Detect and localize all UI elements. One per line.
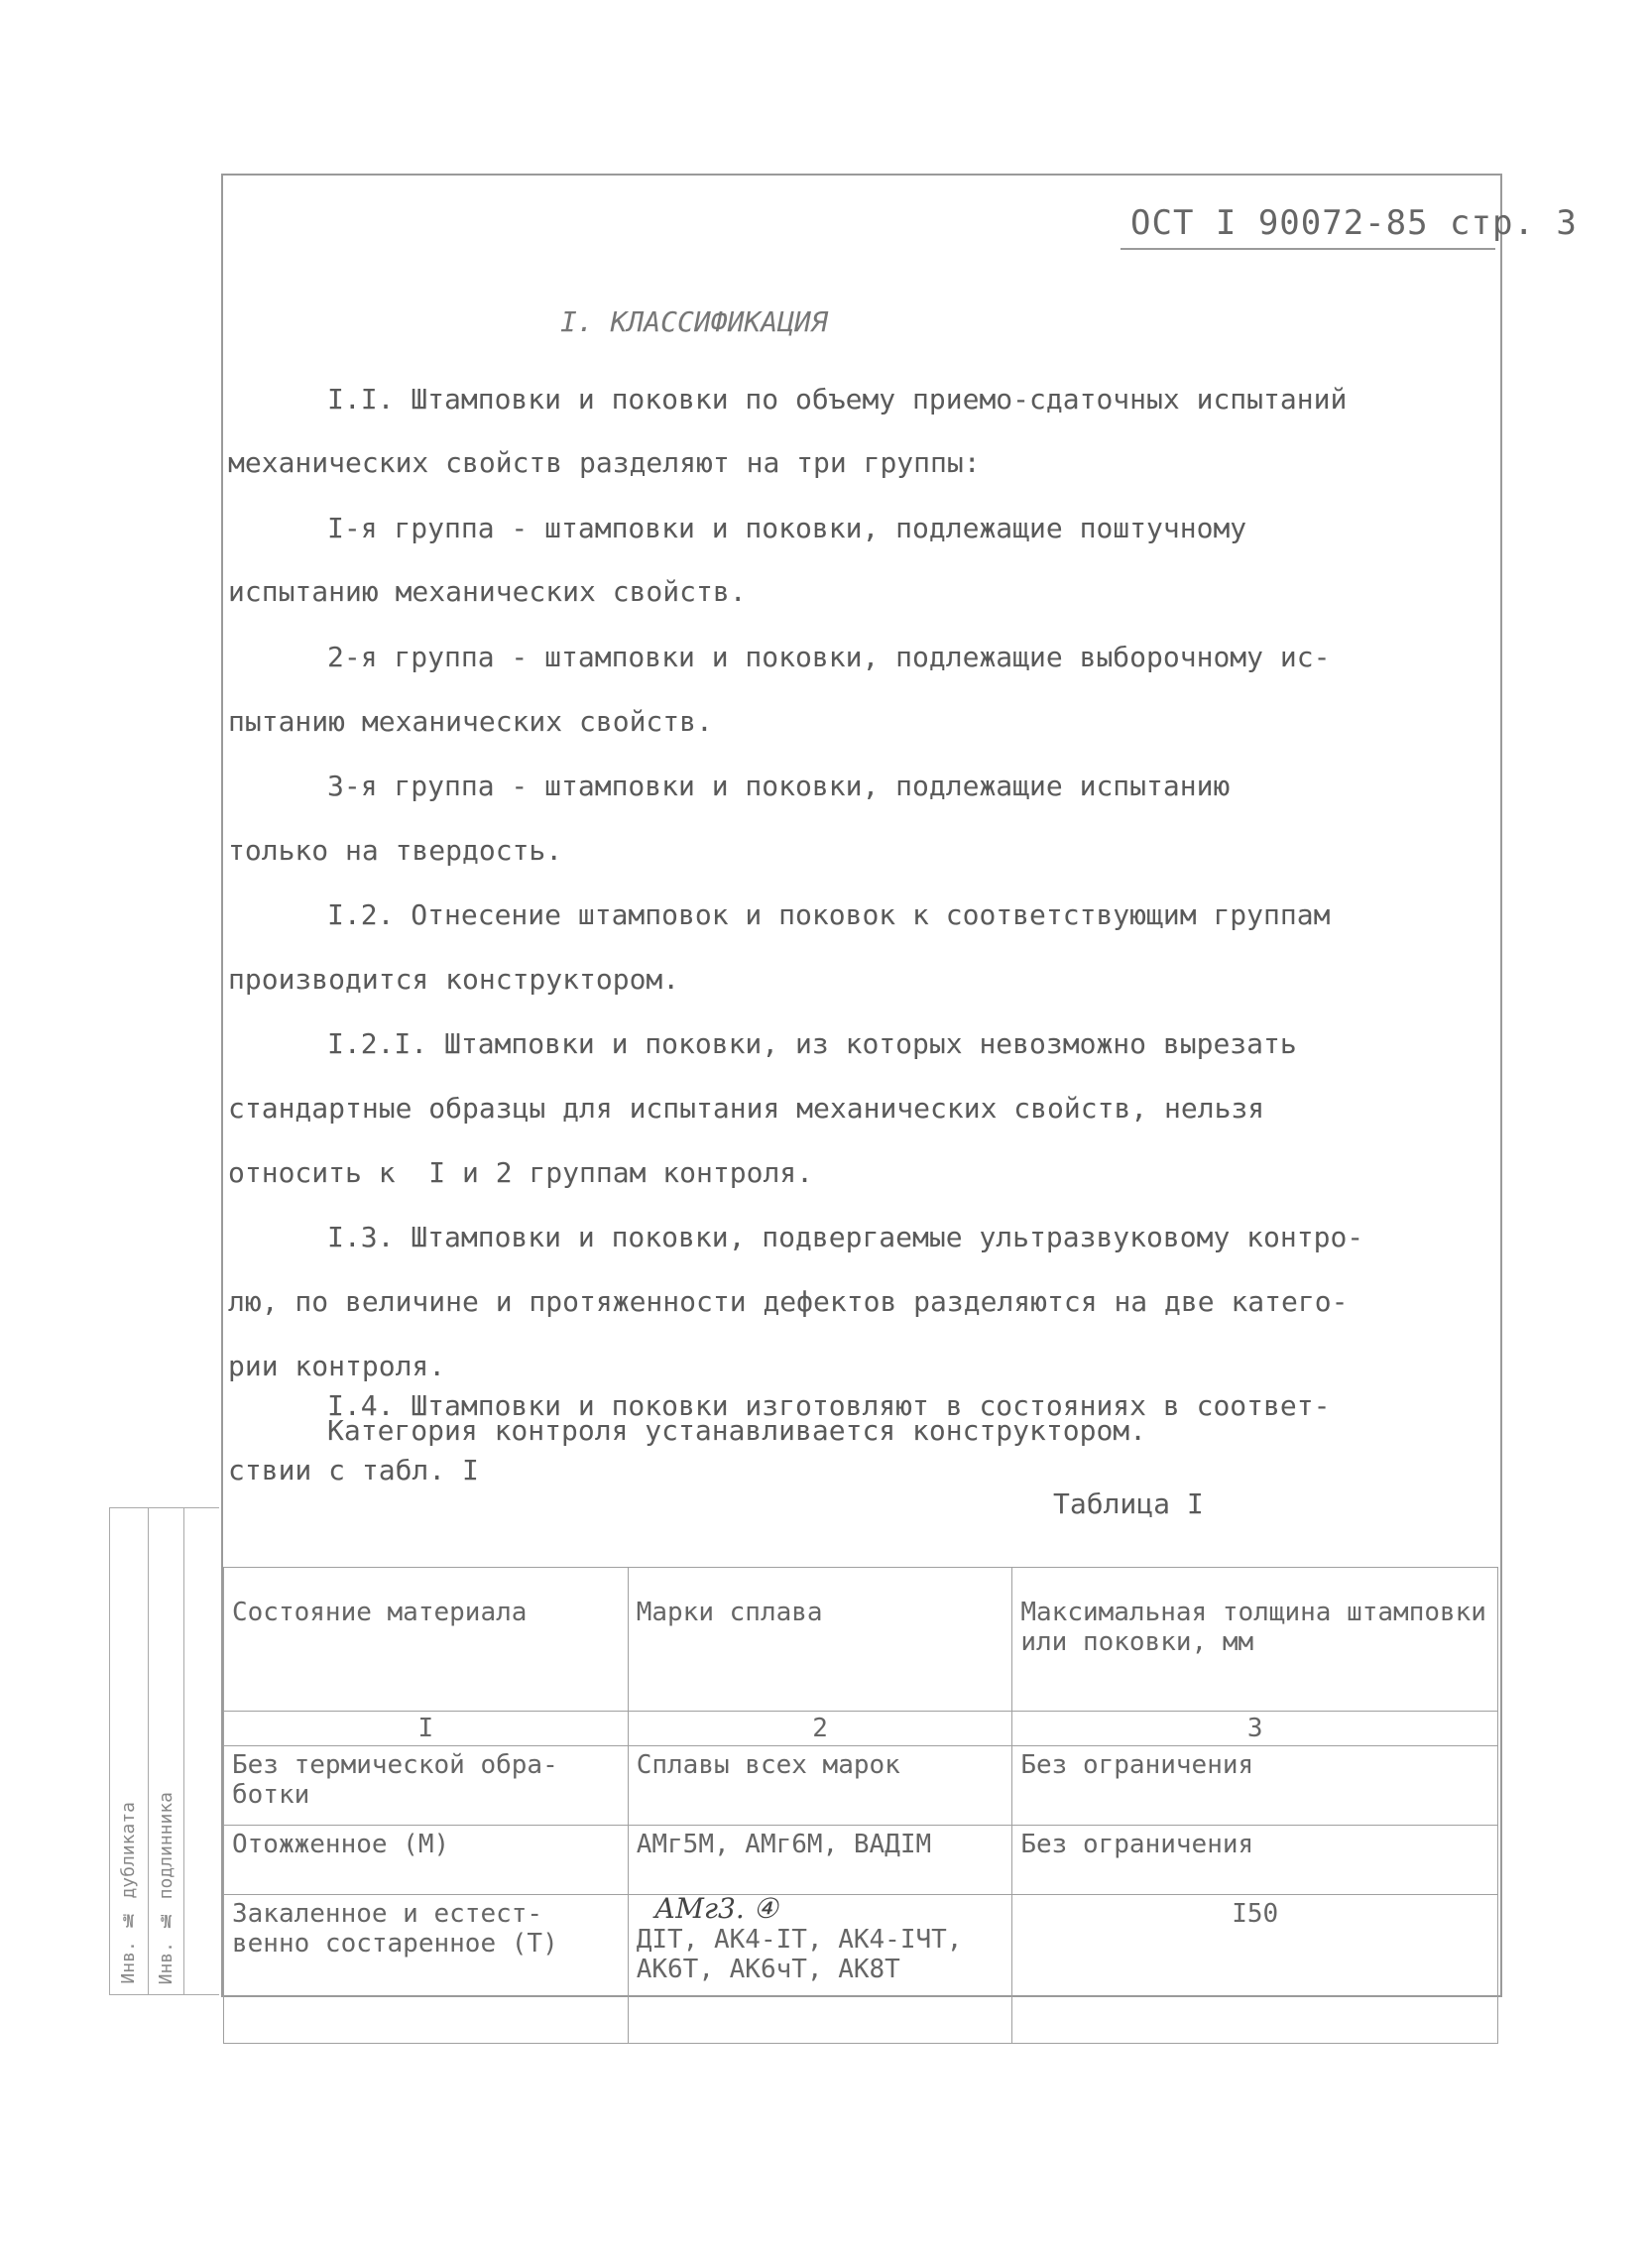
document-code: ОСТ I 90072-85 стр. 3 [1130, 203, 1578, 243]
table-cell: АМг5М, АМг6М, ВАДIМ [628, 1826, 1012, 1895]
paragraph-line: пытанию механических свойств. [228, 705, 713, 738]
column-number: 2 [628, 1712, 1012, 1746]
materials-table [223, 1567, 1498, 2044]
table-cell: Закаленное и естест- венно состаренное (Т) [224, 1895, 629, 2044]
paragraph-line: I.3. Штамповки и поковки, подвергаемые ультразвуковому контро- [327, 1221, 1364, 1253]
column-number: I [224, 1712, 629, 1746]
section-title: I. КЛАССИФИКАЦИЯ [560, 305, 828, 338]
table-header-cell: Максимальная толщина штамповки или поковки, мм [1012, 1568, 1498, 1712]
paragraph-line: лю, по величине и протяженности дефектов разделяются на две катего- [228, 1285, 1349, 1318]
table-cell: Без ограничения [1012, 1826, 1498, 1895]
side-stamp [109, 1507, 219, 1995]
paragraph-line: 3-я группа - штамповки и поковки, подлежащие испытанию [327, 770, 1231, 802]
paragraph-line: Категория контроля устанавливается конструктором. [327, 1414, 1147, 1447]
table-header-row [224, 1568, 1498, 1712]
paragraph-line: I.I. Штамповки и поковки по объему приемо-сдаточных испытаний [327, 383, 1348, 416]
paragraph-line: I.4. Штамповки и поковки изготовляют в состояниях в соответ- [327, 1389, 1331, 1422]
paragraph-line: производится конструктором. [228, 963, 680, 996]
paragraph-line: рии контроля. [228, 1350, 446, 1382]
table-cell: Без термической обра- ботки [224, 1746, 629, 1826]
table-title: Таблица I [1053, 1487, 1204, 1520]
table-cell: Отожженное (М) [224, 1826, 629, 1895]
paragraph-line: механических свойств разделяют на три группы: [228, 446, 981, 479]
stamp-label: Инв. № подлинника [156, 1791, 177, 1984]
table-cell: Сплавы всех марок [628, 1746, 1012, 1826]
paragraph-line: I.2.I. Штамповки и поковки, из которых невозможно вырезать [327, 1027, 1297, 1060]
paragraph-line: I.2. Отнесение штамповок и поковок к соответствующим группам [327, 898, 1331, 931]
table-header-cell: Марки сплава [628, 1568, 1012, 1712]
table-cell: ДIТ, АК4-IТ, АК4-IЧТ, АК6Т, АК6чТ, АК8Т [628, 1895, 1012, 2044]
table-header-cell: Состояние материала [224, 1568, 629, 1712]
paragraph-line: только на твердость. [228, 834, 563, 867]
table-cell: I50 [1012, 1895, 1498, 2044]
column-number: 3 [1012, 1712, 1498, 1746]
table-row [224, 1826, 1498, 1895]
table-cell: Без ограничения [1012, 1746, 1498, 1826]
paragraph-line: ствии с табл. I [228, 1454, 479, 1486]
paragraph-line: относить к I и 2 группам контроля. [228, 1156, 814, 1189]
paragraph-line: 2-я группа - штамповки и поковки, подлежащие выборочному ис- [327, 641, 1331, 673]
code-underline [1121, 248, 1495, 250]
paragraph-line: стандартные образцы для испытания механических свойств, нельзя [228, 1092, 1265, 1125]
stamp-label: Инв. № дубликата [118, 1802, 139, 1984]
table-number-row [224, 1712, 1498, 1746]
table-row [224, 1746, 1498, 1826]
table-row [224, 1895, 1498, 2044]
paragraph-line: испытанию механических свойств. [228, 575, 747, 608]
paragraph-line: I-я группа - штамповки и поковки, подлежащие поштучному [327, 512, 1247, 544]
handwritten-note: АМг3. ④ [654, 1892, 778, 1925]
